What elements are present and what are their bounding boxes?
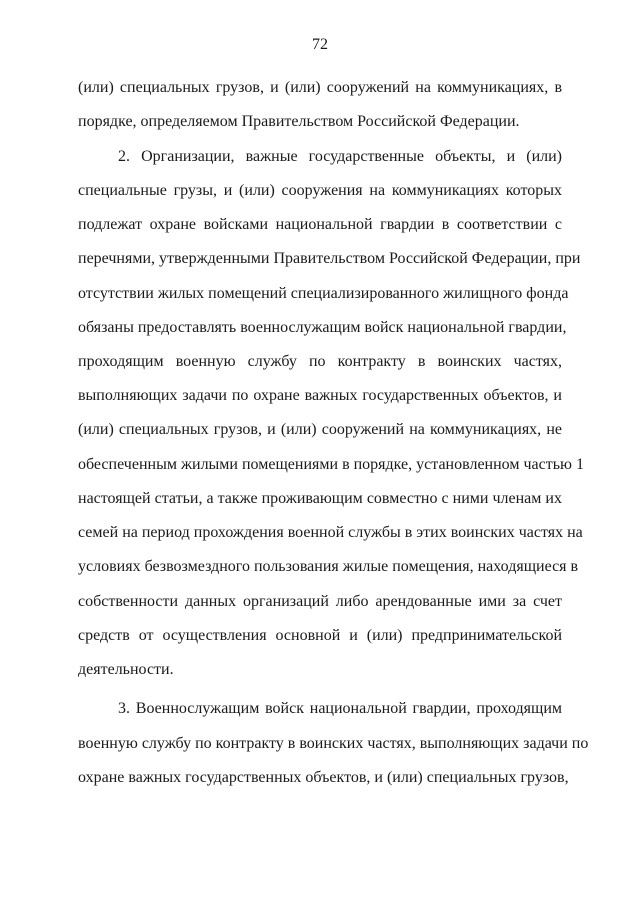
page-number: 72	[312, 36, 328, 53]
text-line: обеспеченным жилыми помещениями в порядке, установленном частью 1	[78, 456, 584, 473]
text-line: специальные грузы, и (или) сооружения на коммуникациях которых	[78, 182, 562, 199]
text-line: выполняющих задачи по охране важных государственных объектов, и	[78, 387, 562, 404]
text-line: настоящей статьи, а также проживающим совместно с ними членам их	[78, 490, 562, 507]
text-line: охране важных государственных объектов, и (или) специальных грузов,	[78, 769, 569, 786]
text-line: деятельности.	[78, 661, 174, 678]
text-line: порядке, определяемом Правительством Российской Федерации.	[78, 113, 520, 130]
text-line: военную службу по контракту в воинских частях, выполняющих задачи по	[78, 735, 589, 752]
text-line: средств от осуществления основной и (или) предпринимательской	[78, 627, 562, 644]
text-line: отсутствии жилых помещений специализированного жилищного фонда	[78, 285, 569, 302]
text-line: 3. Военнослужащим войск национальной гвардии, проходящим	[118, 700, 562, 717]
text-line: (или) специальных грузов, и (или) сооружений на коммуникациях, не	[78, 421, 562, 438]
text-line: собственности данных организаций либо арендованные ими за счет	[78, 593, 562, 610]
text-line: семей на период прохождения военной службы в этих воинских частях на	[78, 524, 583, 541]
text-line: 2. Организации, важные государственные объекты, и (или)	[118, 148, 562, 165]
text-line: подлежат охране войсками национальной гвардии в соответствии с	[78, 216, 562, 233]
text-line: условиях безвозмездного пользования жилые помещения, находящиеся в	[78, 558, 579, 575]
text-line: (или) специальных грузов, и (или) сооружений на коммуникациях, в	[78, 79, 562, 96]
text-line: проходящим военную службу по контракту в воинских частях,	[78, 353, 562, 370]
text-line: перечнями, утвержденными Правительством Российской Федерации, при	[78, 250, 581, 267]
text-line: обязаны предоставлять военнослужащим войск национальной гвардии,	[78, 319, 567, 336]
